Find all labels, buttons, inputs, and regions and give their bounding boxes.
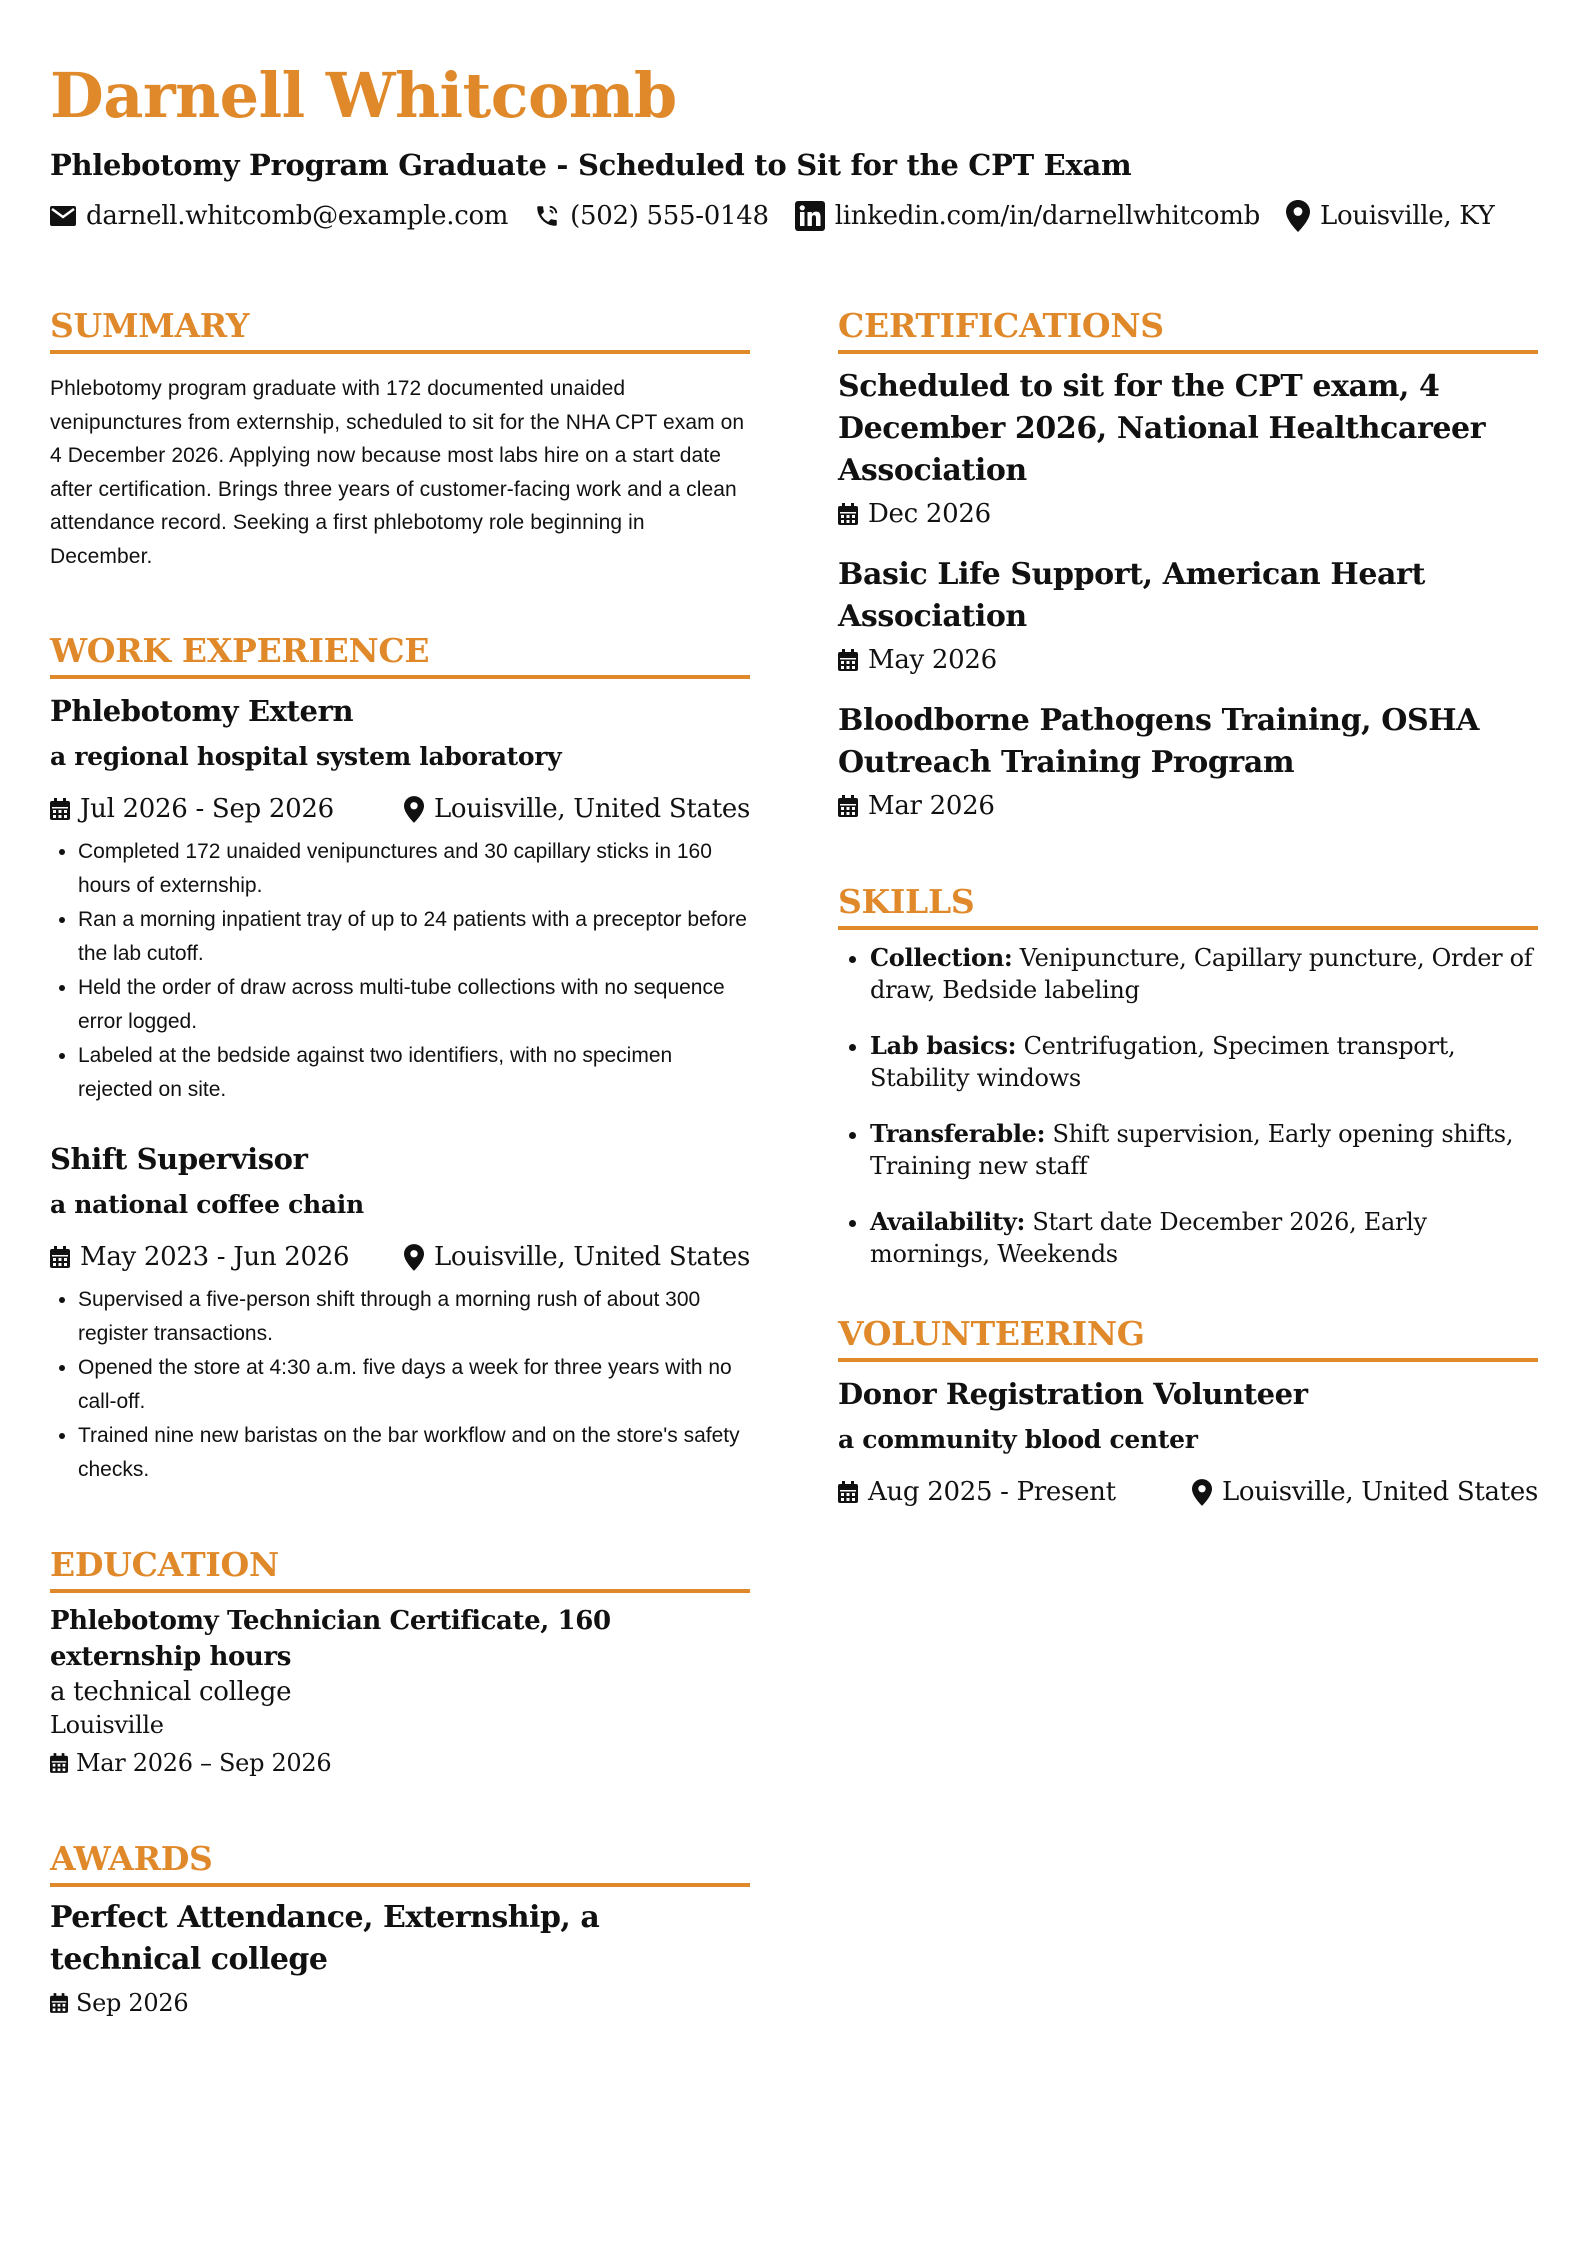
- volunteering-section: [838, 1314, 1538, 1510]
- education-school: a technical college: [50, 1677, 292, 1707]
- job-entry: [50, 1139, 750, 1487]
- envelope-icon: [50, 206, 76, 226]
- certifications-heading: CERTIFICATIONS: [838, 306, 1538, 354]
- contact-phone[interactable]: [534, 198, 769, 234]
- calendar-icon: [50, 1246, 70, 1268]
- job-bullets: [50, 835, 750, 1107]
- certification-name: Bloodborne Pathogens Training, OSHA Outreach Training Program: [838, 703, 1480, 780]
- headline: Phlebotomy Program Graduate - Scheduled to Sit for the CPT Exam: [50, 148, 1132, 182]
- volunteer-location: [1192, 1474, 1538, 1510]
- map-pin-icon: [1192, 1479, 1212, 1506]
- summary-text: Phlebotomy program graduate with 172 documented unaided venipunctures from externship, scheduled to sit for the NHA CPT exam on 4 December 2026. Applying now because most labs hire on a start date after certification. Brings three years of customer-facing work and a clean attendance record. Seeking a first phlebotomy role beginning in December.: [50, 377, 745, 568]
- calendar-icon: [838, 649, 858, 671]
- left-column: [50, 306, 750, 2079]
- education-city: Louisville: [50, 1711, 164, 1739]
- job-dates-text: Jul 2026 - Sep 2026: [80, 794, 334, 824]
- list-item: [870, 1030, 1538, 1094]
- award-date: [50, 1985, 750, 2021]
- volunteer-role: Donor Registration Volunteer: [838, 1377, 1308, 1411]
- certification-date-text: May 2026: [868, 645, 997, 675]
- list-item: • Trained nine new baristas on the bar workflow and on the store's safety checks.: [78, 1419, 750, 1487]
- job-location-text: Louisville, United States: [433, 794, 750, 824]
- skill-label: Transferable:: [870, 1119, 1046, 1148]
- job-organization: a regional hospital system laboratory: [50, 742, 562, 771]
- certification-entry: [838, 366, 1538, 532]
- certification-date: [838, 496, 1538, 532]
- education-degree: Phlebotomy Technician Certificate, 160 externship hours: [50, 1606, 611, 1672]
- summary-heading: SUMMARY: [50, 306, 750, 354]
- list-item: [870, 942, 1538, 1006]
- content-columns: [50, 306, 1538, 2079]
- volunteer-organization: a community blood center: [838, 1425, 1198, 1454]
- list-item: • Ran a morning inpatient tray of up to 24 patients with a preceptor before the lab cutoff.: [78, 903, 750, 971]
- education-dates-text: Mar 2026 – Sep 2026: [76, 1749, 332, 1777]
- volunteer-meta: [838, 1474, 1538, 1510]
- calendar-icon: [838, 1481, 858, 1503]
- certification-date-text: Mar 2026: [868, 791, 995, 821]
- list-item: [870, 1118, 1538, 1182]
- contact-location: [1286, 198, 1495, 234]
- contact-linkedin[interactable]: [795, 198, 1260, 234]
- summary-section: [50, 306, 750, 573]
- award-name: Perfect Attendance, Externship, a technical college: [50, 1900, 600, 1977]
- education-heading: EDUCATION: [50, 1545, 750, 1593]
- skill-value: Venipuncture, Capillary puncture, Order of draw, Bedside labeling: [870, 944, 1533, 1004]
- calendar-icon: [50, 1993, 68, 2013]
- job-location-text: Louisville, United States: [433, 1242, 750, 1272]
- contact-bar: [50, 198, 1538, 234]
- list-item: • Supervised a five-person shift through a morning rush of about 300 register transactions.: [78, 1283, 750, 1351]
- job-location: [404, 791, 750, 827]
- list-item: • Labeled at the bedside against two identifiers, with no specimen rejected on site.: [78, 1039, 750, 1107]
- education-section: [50, 1545, 750, 1781]
- location-text: Louisville, KY: [1319, 201, 1495, 231]
- volunteer-dates-text: Aug 2025 - Present: [868, 1477, 1116, 1507]
- certifications-section: [838, 306, 1538, 824]
- job-location: [404, 1239, 750, 1275]
- job-dates: [50, 1239, 349, 1275]
- awards-heading: AWARDS: [50, 1839, 750, 1887]
- volunteering-heading: VOLUNTEERING: [838, 1314, 1538, 1362]
- skill-label: Lab basics:: [870, 1031, 1017, 1060]
- list-item: [870, 1206, 1538, 1270]
- award-date-text: Sep 2026: [76, 1989, 189, 2017]
- experience-heading: WORK EXPERIENCE: [50, 631, 750, 679]
- calendar-icon: [50, 798, 70, 820]
- job-meta: [50, 1239, 750, 1275]
- contact-email[interactable]: [50, 198, 508, 234]
- job-meta: [50, 791, 750, 827]
- skills-list: [838, 942, 1538, 1270]
- certification-date: [838, 788, 1538, 824]
- map-pin-icon: [404, 1244, 424, 1271]
- skills-section: [838, 882, 1538, 1270]
- volunteer-location-text: Louisville, United States: [1221, 1477, 1538, 1507]
- calendar-icon: [50, 1753, 68, 1773]
- skills-heading: SKILLS: [838, 882, 1538, 930]
- job-dates-text: May 2023 - Jun 2026: [80, 1242, 350, 1272]
- job-title: Phlebotomy Extern: [50, 694, 354, 728]
- certification-name: Scheduled to sit for the CPT exam, 4 December 2026, National Healthcareer Association: [838, 369, 1486, 488]
- map-pin-icon: [1286, 200, 1310, 232]
- linkedin-icon: [795, 201, 825, 231]
- calendar-icon: [838, 503, 858, 525]
- candidate-name: Darnell Whitcomb: [50, 59, 677, 132]
- list-item: • Completed 172 unaided venipunctures and 30 capillary sticks in 160 hours of externship.: [78, 835, 750, 903]
- email-text: darnell.whitcomb@example.com: [86, 201, 509, 231]
- skill-value: Start date December 2026, Early mornings, Weekends: [870, 1208, 1427, 1268]
- job-bullets: [50, 1283, 750, 1487]
- job-entry: [50, 691, 750, 1107]
- phone-text: (502) 555-0148: [570, 201, 769, 231]
- volunteer-entry: [838, 1374, 1538, 1510]
- job-title: Shift Supervisor: [50, 1142, 308, 1176]
- awards-section: [50, 1839, 750, 2021]
- certification-date: [838, 642, 1538, 678]
- experience-section: [50, 631, 750, 1487]
- phone-icon: [534, 203, 560, 229]
- right-column: [838, 306, 1538, 2079]
- job-organization: a national coffee chain: [50, 1190, 364, 1219]
- certification-name: Basic Life Support, American Heart Association: [838, 557, 1425, 634]
- skill-value: Shift supervision, Early opening shifts, Training new staff: [870, 1120, 1514, 1180]
- calendar-icon: [838, 795, 858, 817]
- education-dates: [50, 1745, 750, 1781]
- skill-value: Centrifugation, Specimen transport, Stability windows: [870, 1032, 1456, 1092]
- volunteer-dates: [838, 1474, 1116, 1510]
- list-item: • Held the order of draw across multi-tube collections with no sequence error logged.: [78, 971, 750, 1039]
- certification-date-text: Dec 2026: [868, 499, 991, 529]
- map-pin-icon: [404, 796, 424, 823]
- skill-label: Collection:: [870, 943, 1013, 972]
- job-dates: [50, 791, 334, 827]
- certification-entry: [838, 700, 1538, 824]
- certification-entry: [838, 554, 1538, 678]
- list-item: • Opened the store at 4:30 a.m. five days a week for three years with no call-off.: [78, 1351, 750, 1419]
- linkedin-text: linkedin.com/in/darnellwhitcomb: [834, 201, 1260, 231]
- skill-label: Availability:: [870, 1207, 1026, 1236]
